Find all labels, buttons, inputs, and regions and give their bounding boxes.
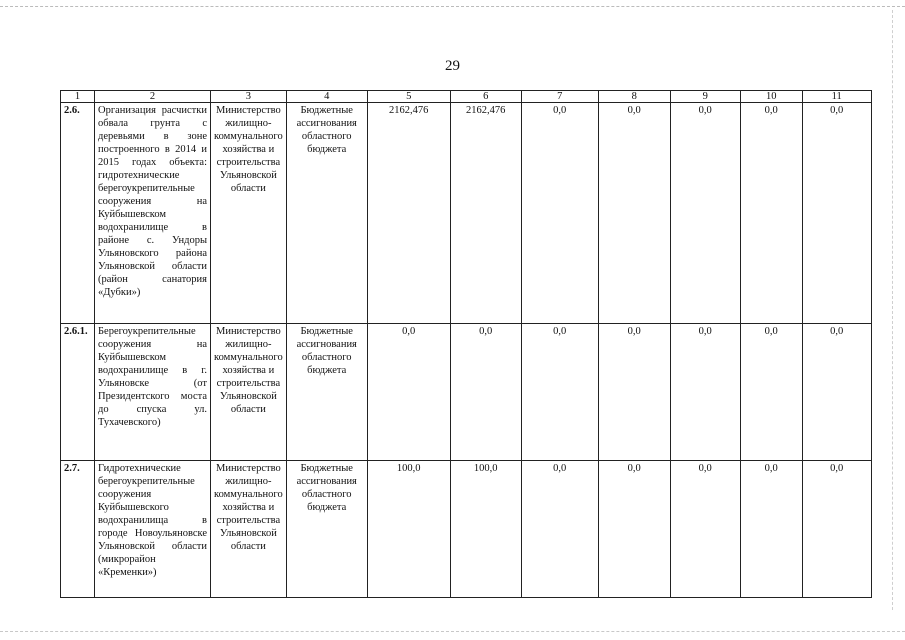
row-value-7: 0,0 (521, 461, 598, 598)
row-executor: Министерство жилищно-коммунального хозяйства и строительства Ульяновской области (211, 324, 287, 461)
row-value-6: 0,0 (450, 324, 521, 461)
table-row (61, 324, 872, 461)
column-header: 8 (598, 91, 670, 103)
scan-edge-bottom (0, 631, 905, 632)
scan-edge-top (0, 6, 905, 7)
column-header: 6 (450, 91, 521, 103)
table-row (61, 461, 872, 598)
row-value-8: 0,0 (598, 461, 670, 598)
scan-edge-right (892, 10, 893, 610)
row-value-8: 0,0 (598, 324, 670, 461)
row-name: Берегоукрепительные сооружения на Куйбышевском водохранилище в г. Ульяновске (от Президентского моста до спуска ул. Тухачевского) (95, 324, 211, 461)
column-header: 3 (211, 91, 287, 103)
column-header: 10 (740, 91, 802, 103)
column-header: 5 (367, 91, 450, 103)
row-number: 2.7. (61, 461, 95, 598)
column-header: 11 (802, 91, 871, 103)
column-header: 4 (286, 91, 367, 103)
row-executor: Министерство жилищно-коммунального хозяйства и строительства Ульяновской области (211, 103, 287, 324)
row-value-5: 100,0 (367, 461, 450, 598)
row-value-11: 0,0 (802, 461, 871, 598)
column-header: 7 (521, 91, 598, 103)
column-header: 2 (95, 91, 211, 103)
column-header: 9 (670, 91, 740, 103)
table-row (61, 103, 872, 324)
row-value-9: 0,0 (670, 461, 740, 598)
row-name: Гидротехнические берегоукрепительные сооружения Куйбышевского водохранилища в городе Новоульяновске Ульяновской области (микрорайон «Кременки») (95, 461, 211, 598)
row-value-10: 0,0 (740, 103, 802, 324)
row-value-7: 0,0 (521, 324, 598, 461)
page-number: 29 (445, 58, 460, 74)
row-value-9: 0,0 (670, 103, 740, 324)
row-value-7: 0,0 (521, 103, 598, 324)
row-source: Бюджетные ассигнования областного бюджета (286, 103, 367, 324)
row-source: Бюджетные ассигнования областного бюджета (286, 461, 367, 598)
row-number: 2.6.1. (61, 324, 95, 461)
row-value-5: 2162,476 (367, 103, 450, 324)
column-header: 1 (61, 91, 95, 103)
row-value-10: 0,0 (740, 324, 802, 461)
row-source: Бюджетные ассигнования областного бюджета (286, 324, 367, 461)
row-value-10: 0,0 (740, 461, 802, 598)
row-name: Организация расчистки обвала грунта с деревьями в зоне построенного в 2014 и 2015 годах объекта: гидротехнические берегоукрепительные сооружения на Куйбышевском водохранилище в районе с. Ундоры Ульяновского района Ульяновской области (район санатория «Дубки») (95, 103, 211, 324)
row-value-9: 0,0 (670, 324, 740, 461)
row-value-5: 0,0 (367, 324, 450, 461)
header-row (61, 91, 872, 103)
row-value-6: 100,0 (450, 461, 521, 598)
row-value-11: 0,0 (802, 103, 871, 324)
row-number: 2.6. (61, 103, 95, 324)
row-value-6: 2162,476 (450, 103, 521, 324)
budget-table (60, 90, 872, 598)
row-executor: Министерство жилищно-коммунального хозяйства и строительства Ульяновской области (211, 461, 287, 598)
row-value-11: 0,0 (802, 324, 871, 461)
row-value-8: 0,0 (598, 103, 670, 324)
